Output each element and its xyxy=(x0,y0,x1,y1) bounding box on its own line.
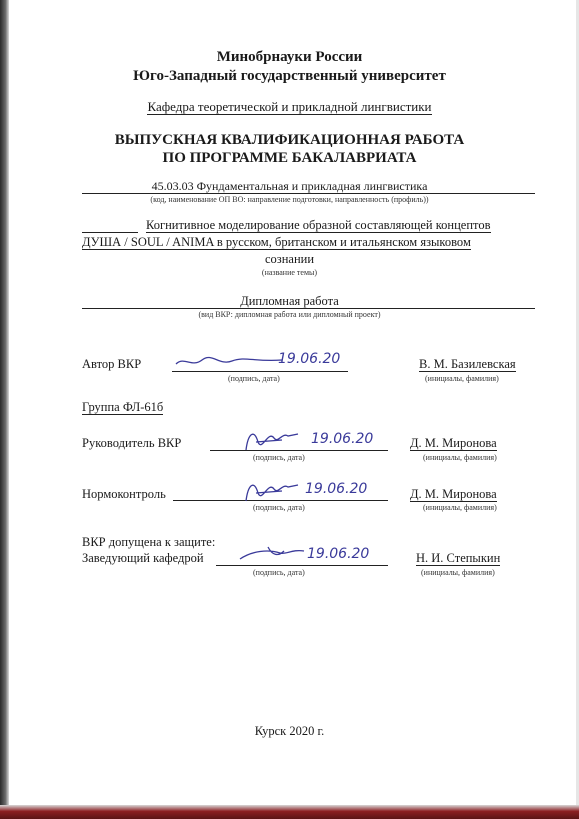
admission-sign-date: 19.06.20 xyxy=(307,546,370,562)
work-title-line1: ВЫПУСКНАЯ КВАЛИФИКАЦИОННАЯ РАБОТА xyxy=(114,132,465,148)
program-caption: (код, наименование ОП ВО: направление подготовки, направленность (профиль)) xyxy=(150,195,429,204)
author-signature-icon xyxy=(174,352,284,372)
supervisor-label: Руководитель ВКР xyxy=(82,436,182,450)
normcontrol-name-caption: (инициалы, фамилия) xyxy=(423,503,497,512)
topic-line3: сознании xyxy=(264,252,315,266)
group-label: Группа ФЛ-61б xyxy=(82,400,164,414)
supervisor-name-caption: (инициалы, фамилия) xyxy=(423,453,497,462)
normcontrol-sign-caption: (подпись, дата) xyxy=(253,503,305,512)
admission-label: ВКР допущена к защите: xyxy=(82,535,216,549)
program-underline xyxy=(82,193,535,194)
topic-lead-line xyxy=(82,232,138,233)
supervisor-sign-date: 19.06.20 xyxy=(311,431,374,447)
topic-line2: ДУША / SOUL / ANIMA в русском, британском и итальянском языковом xyxy=(82,235,471,249)
head-of-department-label: Заведующий кафедрой xyxy=(82,551,204,565)
admission-signature-icon xyxy=(238,541,308,565)
normcontrol-sign-date: 19.06.20 xyxy=(305,481,368,497)
department-name: Кафедра теоретической и прикладной лингвистики xyxy=(147,99,432,114)
scan-left-edge xyxy=(0,0,9,819)
author-sign-caption: (подпись, дата) xyxy=(228,374,280,383)
normcontrol-label: Нормоконтроль xyxy=(82,487,166,501)
work-type-caption: (вид ВКР: дипломная работа или дипломный проект) xyxy=(198,310,381,319)
head-of-department-name: Н. И. Степыкин xyxy=(416,551,501,565)
scan-bottom-band xyxy=(0,805,579,819)
topic-caption: (название темы) xyxy=(261,268,318,277)
work-type-underline xyxy=(82,308,535,309)
work-title-line2: ПО ПРОГРАММЕ БАКАЛАВРИАТА xyxy=(162,150,417,166)
ministry-name: Минобрнауки России xyxy=(216,49,363,65)
topic-line1: Когнитивное моделирование образной составляющей концептов xyxy=(146,218,491,232)
supervisor-name: Д. М. Миронова xyxy=(410,436,497,450)
work-type-value: Дипломная работа xyxy=(240,294,339,308)
supervisor-sign-caption: (подпись, дата) xyxy=(253,453,305,462)
supervisor-signature-icon xyxy=(242,424,302,456)
author-name: В. М. Базилевская xyxy=(419,357,516,371)
admission-name-caption: (инициалы, фамилия) xyxy=(421,568,495,577)
author-label: Автор ВКР xyxy=(82,357,142,371)
normcontrol-name: Д. М. Миронова xyxy=(410,487,497,501)
admission-sign-line xyxy=(216,565,388,566)
admission-sign-caption: (подпись, дата) xyxy=(253,568,305,577)
city-year: Курск 2020 г. xyxy=(254,724,325,738)
author-name-caption: (инициалы, фамилия) xyxy=(425,374,499,383)
program-value: 45.03.03 Фундаментальная и прикладная лингвистика xyxy=(151,179,428,193)
university-name: Юго-Западный государственный университет xyxy=(133,68,446,84)
author-sign-date: 19.06.20 xyxy=(278,351,341,367)
